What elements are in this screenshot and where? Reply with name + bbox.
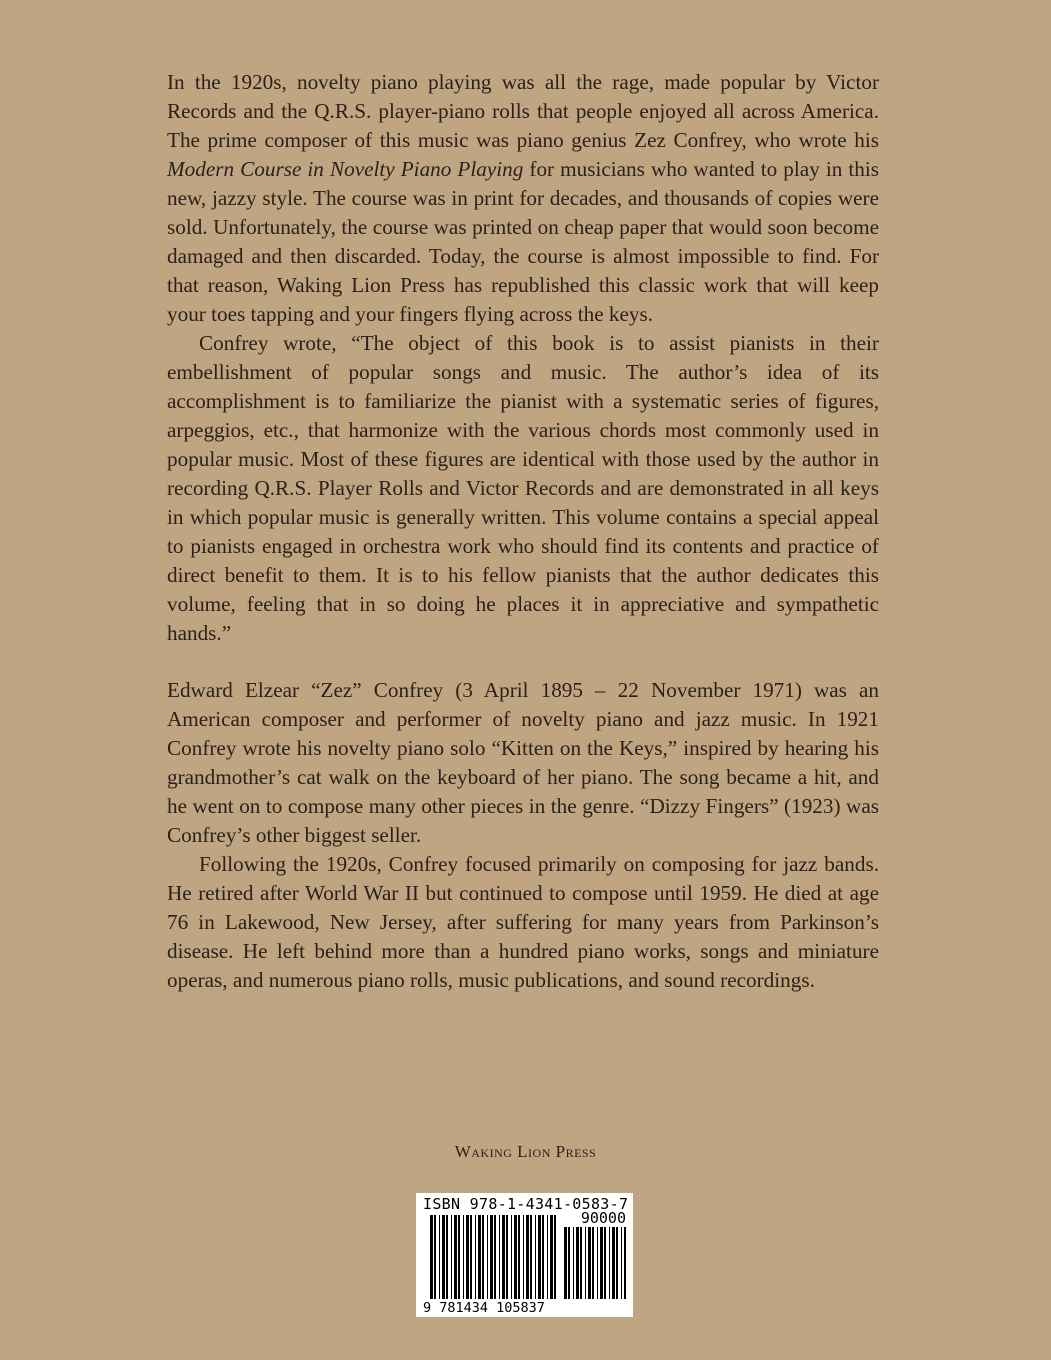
barcode-bar <box>490 1215 493 1299</box>
barcode-bar <box>554 1215 556 1299</box>
barcode-bar <box>568 1227 570 1299</box>
barcode-bar <box>494 1215 496 1299</box>
barcode-bar <box>609 1227 610 1299</box>
barcode-bar <box>535 1215 536 1299</box>
barcode-bar <box>573 1227 574 1299</box>
isbn-barcode <box>416 1193 633 1317</box>
barcode-bar <box>542 1215 544 1299</box>
barcode-digits: 9 781434 105837 <box>423 1300 545 1316</box>
barcode-bar <box>506 1215 508 1299</box>
barcode-bar <box>538 1215 541 1299</box>
blurb-text <box>167 68 879 995</box>
barcode-bar <box>580 1227 582 1299</box>
barcode-bar <box>592 1227 594 1299</box>
barcode-bar <box>514 1215 517 1299</box>
barcode-bar <box>526 1215 529 1299</box>
barcode-bar <box>511 1215 512 1299</box>
barcode-bar <box>470 1215 472 1299</box>
publisher-name: Waking Lion Press <box>454 1142 597 1161</box>
barcode-bar <box>434 1215 436 1299</box>
barcode-bar <box>499 1215 500 1299</box>
paragraph-biography: Edward Elzear “Zez” Confrey (3 April 1895 – 22 November 1971) was an American composer and performer of novelty piano and jazz music. In 1921 Confrey wrote his novelty piano solo “Kitten on the Keys,” inspired by hearing his grandmother’s cat walk on the keyboard of her piano. The song became a hit, and he went on to compose many other pieces in the genre. “Dizzy Fingers” (1923) was Confrey’s other biggest seller. <box>167 678 879 847</box>
barcode-bar <box>597 1227 598 1299</box>
barcode-bar <box>600 1227 603 1299</box>
isbn-label: ISBN 978-1-4341-0583-7 <box>423 1195 629 1213</box>
barcode-bar <box>478 1215 481 1299</box>
barcode-bar <box>624 1227 626 1299</box>
barcode-bar <box>576 1227 579 1299</box>
barcode-bar <box>547 1215 548 1299</box>
barcode-bar <box>466 1215 469 1299</box>
barcode-bar <box>604 1227 606 1299</box>
paragraph-later-life: Following the 1920s, Confrey focused primarily on composing for jazz bands. He retired after World War II but continued to compose until 1959. He died at age 76 in Lakewood, New Jersey, after suffering for many years from Parkinson’s disease. He left behind more than a hundred piano works, songs and miniature operas, and numerous piano rolls, music publications, and sound recordings. <box>167 852 879 992</box>
barcode-bar <box>482 1215 484 1299</box>
book-title: Modern Course in Novelty Piano Playing <box>167 157 524 181</box>
barcode-bar <box>451 1215 452 1299</box>
barcode-bar <box>487 1215 488 1299</box>
barcode-bar <box>454 1215 457 1299</box>
paragraph-quote: Confrey wrote, “The object of this book is to assist pianists in their embellishment of popular songs and music. The author’s idea of its accomplishment is to familiarize the pianist with a systematic series of figures, arpeggios, etc., that harmonize with the various chords most commonly used in popular music. Most of these figures are identical with those used by the author in recording Q.R.S. Player Rolls and Victor Records and are demonstrated in all keys in which popular music is generally written. This volume contains a special appeal to pianists engaged in orchestra work who should find its contents and practice of direct benefit to them. It is to his fellow pianists that the author dedicates this volume, feeling that in so doing he places it in appreciative and sympathetic hands.” <box>167 331 879 645</box>
barcode-bar <box>585 1227 586 1299</box>
barcode-bars-icon <box>416 1193 633 1317</box>
barcode-bar <box>616 1227 618 1299</box>
barcode-bar <box>463 1215 464 1299</box>
barcode-bar <box>442 1215 445 1299</box>
barcode-bar <box>564 1227 567 1299</box>
barcode-bar <box>523 1215 524 1299</box>
price-code: 90000 <box>580 1209 626 1227</box>
barcode-bar <box>439 1215 440 1299</box>
barcode-bar <box>430 1215 433 1299</box>
barcode-bar <box>502 1215 505 1299</box>
barcode-bar <box>612 1227 615 1299</box>
barcode-bar <box>458 1215 460 1299</box>
barcode-bar <box>621 1227 622 1299</box>
barcode-bar <box>550 1215 553 1299</box>
barcode-bar <box>588 1227 591 1299</box>
barcode-bar <box>518 1215 520 1299</box>
paragraph-intro: In the 1920s, novelty piano playing was all the rage, made popular by Victor Records and the Q.R.S. player-piano rolls that people enjoyed all across America. The prime composer of this music was piano genius Zez Confrey, who wrote his Modern Course in Novelty Piano Playing for musicians who wanted to play in this new, jazzy style. The course was in print for decades, and thousands of copies were sold. Unfortunately, the course was printed on cheap paper that would soon become damaged and then discarded. Today, the course is almost impossible to find. For that reason, Waking Lion Press has republished this classic work that will keep your toes tapping and your fingers flying across the keys. <box>167 70 880 326</box>
barcode-bar <box>475 1215 476 1299</box>
barcode-bar <box>530 1215 532 1299</box>
barcode-bar <box>446 1215 448 1299</box>
